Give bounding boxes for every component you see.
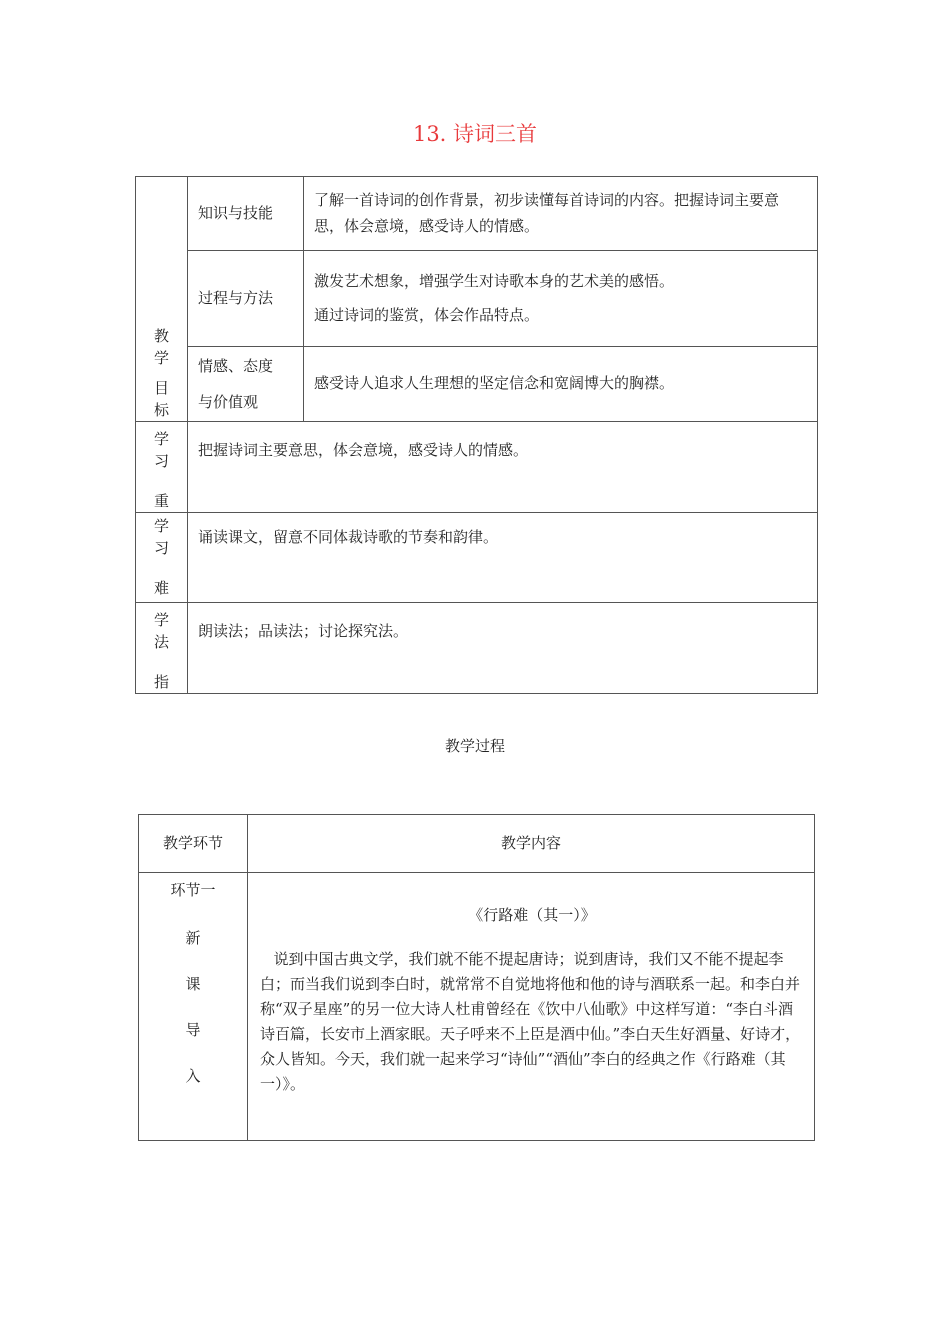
label-char: 学: [153, 517, 169, 535]
content-cell: [248, 873, 815, 1141]
label-char: 学: [153, 430, 169, 448]
difficulties-text: 诵读课文，留意不同体裁诗歌的节奏和韵律。: [188, 513, 818, 603]
label-char: 标: [153, 401, 169, 419]
objective-name-emotion-line1: 情感、态度: [198, 357, 274, 375]
header-stage: 教学环节: [139, 815, 248, 873]
label-char: 教: [153, 327, 169, 345]
stage-char: 课: [185, 975, 201, 993]
label-char: 法: [153, 633, 169, 651]
label-char: 学: [153, 349, 169, 367]
header-content: 教学内容: [248, 815, 815, 873]
objective-name-emotion-line2: 与价值观: [198, 393, 259, 411]
stage-char: 新: [185, 929, 201, 947]
objective-text-process: [304, 251, 818, 347]
label-char: 学: [153, 611, 169, 629]
difficulties-label: [136, 513, 188, 603]
objectives-label: [136, 177, 188, 422]
objective-text-knowledge: 了解一首诗词的创作背景，初步读懂每首诗词的内容。把握诗词主要意思，体会意境，感受诗人的情感。: [304, 177, 818, 251]
objective-text-process-1: 激发艺术想象，增强学生对诗歌本身的艺术美的感悟。: [314, 272, 675, 290]
objective-text-process-2: 通过诗词的鉴赏，体会作品特点。: [314, 305, 540, 324]
stage-char: 导: [185, 1021, 201, 1039]
objective-name-emotion: [188, 347, 304, 422]
process-table: [138, 814, 815, 1141]
process-heading: 教学过程: [444, 737, 505, 755]
objective-name-knowledge: 知识与技能: [188, 177, 304, 251]
method-text: 朗读法；品读法；讨论探究法。: [188, 603, 818, 694]
objectives-table: [135, 176, 818, 694]
objective-name-process: 过程与方法: [188, 251, 304, 347]
label-char: 难: [153, 579, 169, 597]
label-char: 指: [153, 673, 169, 691]
key-points-label: [136, 422, 188, 513]
label-char: 习: [153, 452, 169, 470]
lesson-subtitle: 《行路难（其一）》: [468, 906, 596, 924]
label-char: 重: [153, 492, 169, 510]
method-label: [136, 603, 188, 694]
page-title: 13. 诗词三首: [412, 122, 538, 146]
objective-text-emotion: 感受诗人追求人生理想的坚定信念和宽阔博大的胸襟。: [304, 347, 818, 422]
label-char: 习: [153, 539, 169, 557]
stage-cell: [139, 873, 248, 1141]
intro-paragraph: 说到中国古典文学，我们就不能不提起唐诗；说到唐诗，我们又不能不提起李白；而当我们说到李白时，就常常不自觉地将他和他的诗与酒联系一起。和李白并称“双子星座”的另一位大诗人杜甫曾经在《饮中八仙歌》中这样写道：“李白斗酒诗百篇，长安市上酒家眠。天子呼来不上臣是酒中仙。”李白天生好酒量、好诗才，众人皆知。今天，我们就一起来学习“诗仙”“酒仙”李白的经典之作《行路难（其一）》。: [260, 949, 801, 1093]
key-points-text: 把握诗词主要意思，体会意境，感受诗人的情感。: [188, 422, 818, 513]
stage-char: 环节一: [170, 881, 216, 899]
label-char: 目: [153, 379, 169, 397]
stage-char: 入: [185, 1067, 201, 1085]
